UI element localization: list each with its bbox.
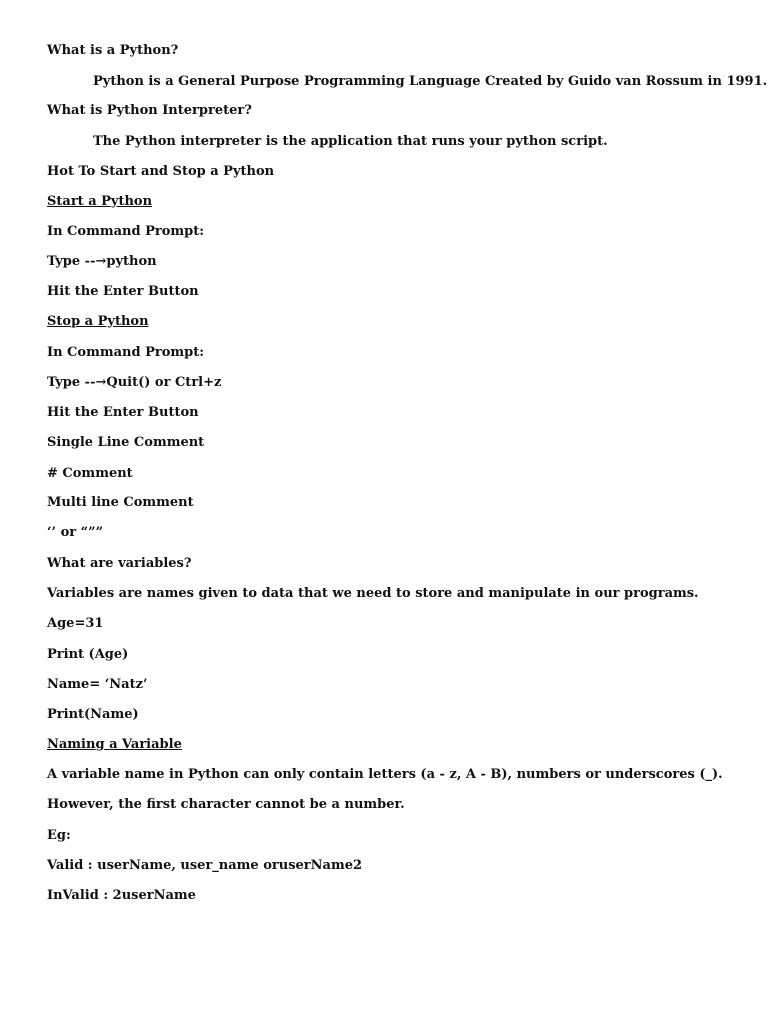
example-label: Eg:	[47, 828, 71, 843]
question-variables: What are variables?	[47, 556, 192, 571]
start-command-prompt: In Command Prompt:	[47, 224, 205, 239]
single-line-comment-heading: Single Line Comment	[47, 435, 205, 450]
stop-hit-enter: Hit the Enter Button	[47, 405, 199, 420]
valid-example: Valid : userName, user_name oruserName2	[47, 858, 363, 873]
question-python-interpreter: What is Python Interpreter?	[47, 103, 252, 118]
code-age-assignment: Age=31	[47, 616, 104, 631]
start-type-python: Type --→python	[47, 254, 157, 269]
code-print-name: Print(Name)	[47, 707, 139, 722]
code-print-age: Print (Age)	[47, 647, 129, 662]
answer-variables: Variables are names given to data that we need to store and manipulate in our programs.	[47, 586, 699, 601]
answer-python-interpreter: The Python interpreter is the application that runs your python script.	[93, 134, 608, 149]
single-line-comment-example: # Comment	[47, 466, 133, 481]
stop-type-quit: Type --→Quit() or Ctrl+z	[47, 375, 222, 390]
naming-rule: A variable name in Python can only contain letters (a - z, A - B), numbers or underscores (_).	[47, 767, 723, 782]
code-name-assignment: Name= ‘Natz’	[47, 677, 148, 692]
heading-start-stop: Hot To Start and Stop a Python	[47, 164, 275, 179]
start-hit-enter: Hit the Enter Button	[47, 284, 199, 299]
heading-stop-python: Stop a Python	[47, 314, 149, 329]
multi-line-comment-heading: Multi line Comment	[47, 495, 194, 510]
question-what-is-python: What is a Python?	[47, 43, 179, 58]
heading-naming-variable: Naming a Variable	[47, 737, 182, 752]
heading-start-python: Start a Python	[47, 194, 153, 209]
answer-what-is-python: Python is a General Purpose Programming Language Created by Guido van Rossum in 1991.	[93, 74, 768, 89]
stop-command-prompt: In Command Prompt:	[47, 345, 205, 360]
naming-first-character: However, the first character cannot be a number.	[47, 797, 405, 812]
invalid-example: InValid : 2userName	[47, 888, 196, 903]
multi-line-comment-example: ‘’ or “””	[47, 525, 104, 540]
